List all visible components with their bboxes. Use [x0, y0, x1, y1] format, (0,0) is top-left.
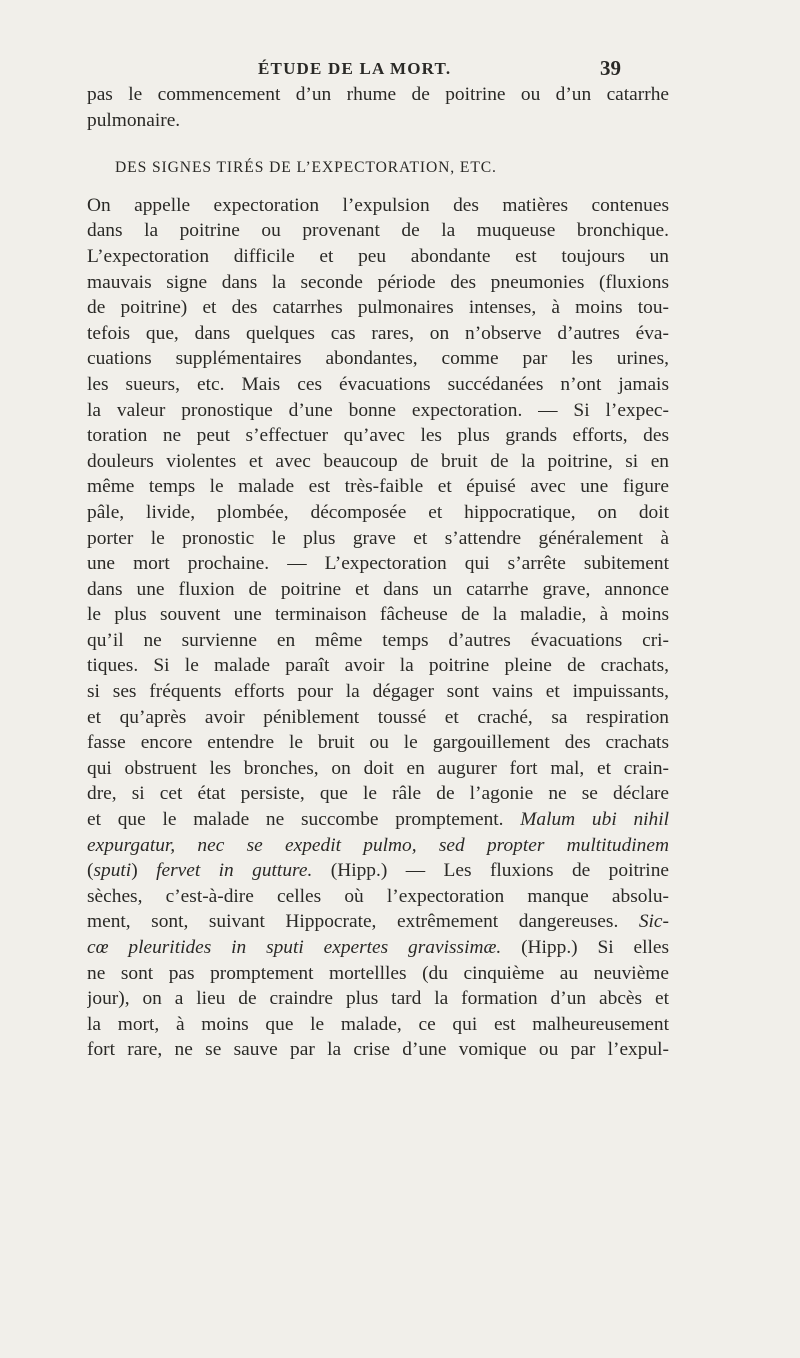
page-number: 39 — [600, 56, 621, 80]
running-title: ÉTUDE DE LA MORT. — [258, 59, 452, 78]
text-line — [87, 909, 669, 935]
text-line: toration ne peut s’effectuer qu’avec les plus grands efforts, des — [87, 425, 669, 447]
text-line — [87, 833, 669, 859]
text-line: douleurs violentes et avec beaucoup de bruit de la poitrine, si en — [87, 450, 669, 472]
text-line: fasse encore entendre le bruit ou le gargouillement des crachats — [87, 732, 669, 754]
text-line: pulmonaire. — [87, 109, 181, 131]
text-line: le plus souvent une terminaison fâcheuse de la maladie, à moins — [87, 604, 669, 626]
text-line: dre, si cet état persiste, que le râle de l’agonie ne se déclare — [87, 783, 669, 805]
text-line: tefois que, dans quelques cas rares, on n’observe d’autres éva- — [87, 322, 669, 344]
text-line: tiques. Si le malade paraît avoir la poitrine pleine de crachats, — [87, 655, 669, 677]
spacer — [87, 133, 669, 155]
text-line — [87, 935, 669, 961]
latin-quote: Sic- — [638, 911, 669, 933]
text-line — [87, 858, 669, 884]
spacer — [87, 181, 669, 193]
text-line: les sueurs, etc. Mais ces évacuations succédanées n’ont jamais — [87, 373, 669, 395]
text-line — [87, 807, 669, 833]
latin-quote: cœ pleuritides in sputi expertes gravissimæ. — [87, 937, 502, 958]
text-line: de poitrine) et des catarrhes pulmonaires intenses, à moins tou- — [87, 297, 669, 319]
latin-quote: expurgatur, nec se expedit pulmo, sed propter multitudinem — [87, 834, 669, 856]
text-line: dans la poitrine ou provenant de la muqueuse bronchique. — [87, 220, 669, 242]
text-line: cuations supplémentaires abondantes, comme par les urines, — [87, 348, 669, 370]
text-line: fort rare, ne se sauve par la crise d’une vomique ou par l’expul- — [87, 1039, 669, 1061]
text-line: qui obstruent les bronches, on doit en augurer fort mal, et crain- — [87, 757, 669, 779]
text-line: dans une fluxion de poitrine et dans un catarrhe grave, annonce — [87, 578, 669, 600]
text-line: la valeur pronostique d’une bonne expectoration. — Si l’expec- — [87, 399, 669, 421]
text-run: ment, sont, suivant Hippocrate, extrêmement dangereuses. — [87, 911, 639, 933]
text-line: la mort, à moins que le malade, ce qui est malheureusement — [87, 1013, 669, 1035]
text-line: si ses fréquents efforts pour la dégager sont vains et impuissants, — [87, 681, 669, 703]
text-line: porter le pronostic le plus grave et s’attendre généralement à — [87, 527, 669, 549]
text-line: sèches, c’est-à-dire celles où l’expectoration manque absolu- — [87, 885, 669, 907]
text-run: et que le malade ne succombe promptement. — [87, 809, 521, 831]
text-line: mauvais signe dans la seconde période des pneumonies (fluxions — [87, 271, 669, 293]
text-line: une mort prochaine. — L’expectoration qui s’arrête subitement — [87, 553, 669, 575]
latin-quote: fervet in gutture. — [156, 860, 313, 882]
text-line: ne sont pas promptement mortellles (du cinquième au neuvième — [87, 962, 669, 984]
text-line: L’expectoration difficile et peu abondante est toujours un — [87, 245, 669, 267]
text-line: pâle, livide, plombée, décomposée et hippocratique, on doit — [87, 501, 669, 523]
text-line: jour), on a lieu de craindre plus tard la formation d’un abcès et — [87, 988, 669, 1010]
text-run: ) — [131, 860, 157, 882]
text-line: pas le commencement d’un rhume de poitrine ou d’un catarrhe — [87, 84, 669, 105]
body-text — [87, 82, 669, 1063]
text-line: et qu’après avoir péniblement toussé et craché, sa respiration — [87, 706, 669, 728]
text-line: qu’il ne survienne en même temps d’autres évacuations cri- — [87, 629, 669, 651]
text-run: (Hipp.) — Les fluxions de poitrine — [312, 860, 669, 882]
text-line: même temps le malade est très-faible et épuisé avec une figure — [87, 476, 669, 498]
running-head — [0, 56, 800, 80]
text-run: (Hipp.) Si elles — [501, 937, 669, 958]
latin-quote: Malum ubi nihil — [520, 809, 669, 831]
section-heading: DES SIGNES TIRÉS DE L’EXPECTORATION, ETC. — [115, 159, 497, 177]
text-line: On appelle expectoration l’expulsion des matières contenues — [87, 194, 669, 216]
latin-quote: sputi — [93, 860, 132, 882]
text-run: ( — [87, 860, 94, 882]
